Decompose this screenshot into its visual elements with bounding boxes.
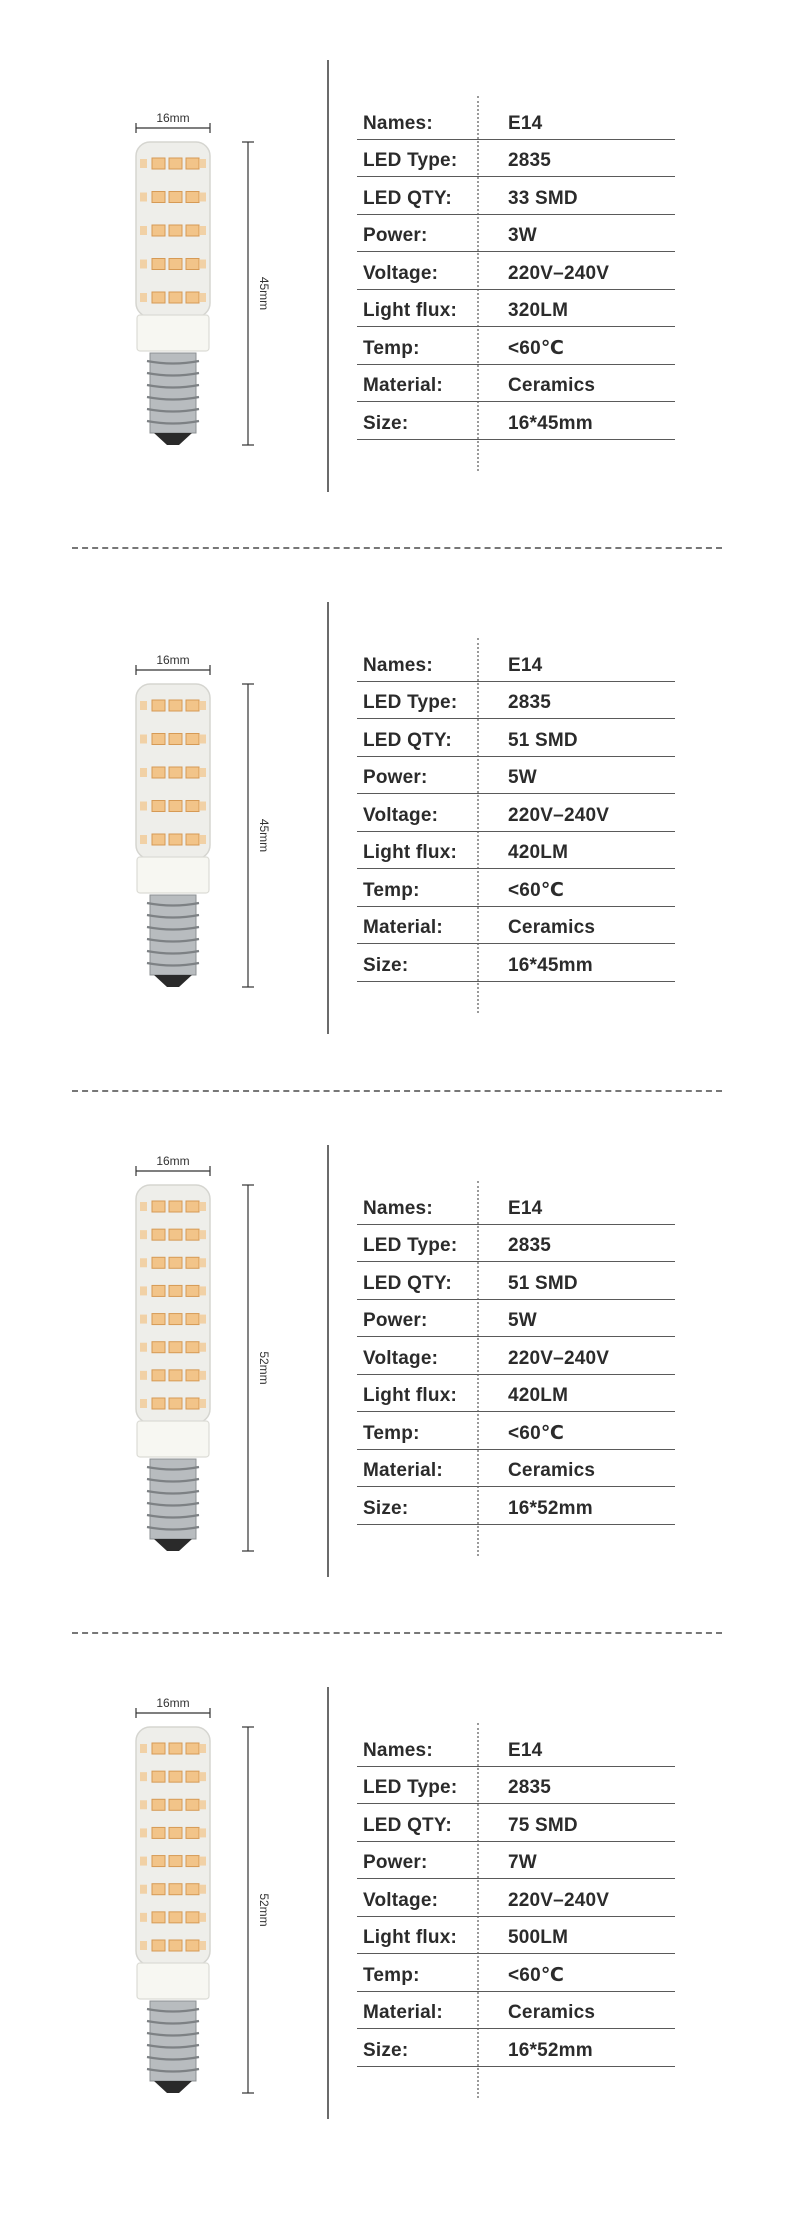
led-chip [186, 801, 199, 812]
led-chip [140, 1913, 147, 1922]
led-chip [199, 701, 206, 710]
led-chip [199, 1343, 206, 1352]
spec-row-material [357, 365, 675, 403]
led-chip [186, 734, 199, 745]
spec-value: 16*52mm [508, 1497, 593, 1519]
led-chip [152, 292, 165, 303]
spec-row-voltage [357, 1337, 675, 1375]
spec-value: 5W [508, 1310, 537, 1331]
product-section-3 [0, 1145, 800, 1687]
led-chip [169, 192, 182, 203]
led-chip [169, 700, 182, 711]
led-chip [199, 193, 206, 202]
spec-label: Size: [363, 1497, 409, 1519]
spec-value: Ceramics [508, 2002, 596, 2023]
led-chip [152, 801, 165, 812]
led-chip [140, 768, 147, 777]
spec-row-power [357, 215, 675, 253]
spec-label: Material: [363, 1460, 443, 1481]
led-chip [199, 1772, 206, 1781]
spec-label: Names: [363, 1197, 433, 1219]
height-dimension-label: 52mm [257, 1893, 271, 1927]
spec-label: Size: [363, 2039, 409, 2061]
led-chip [152, 1342, 165, 1353]
spec-label: Temp: [363, 1422, 420, 1444]
led-chip [140, 226, 147, 235]
led-chip [186, 1201, 199, 1212]
section-separator [72, 1632, 722, 1634]
led-chip [169, 1398, 182, 1409]
spec-label: Power: [363, 225, 428, 246]
spec-row-power [357, 757, 675, 795]
led-chip [169, 1743, 182, 1754]
led-chip [186, 1257, 199, 1268]
led-chip [186, 1370, 199, 1381]
led-chip [199, 226, 206, 235]
spec-label: Light flux: [363, 300, 458, 321]
spec-value: 420LM [508, 1385, 569, 1406]
led-chip [169, 292, 182, 303]
led-chip [169, 1856, 182, 1867]
led-chip [152, 1370, 165, 1381]
width-dimension-label: 16mm [156, 653, 190, 667]
led-chip [199, 293, 206, 302]
led-chip [186, 1229, 199, 1240]
led-chip [152, 1912, 165, 1923]
product-section-1 [0, 60, 800, 602]
spec-label: LED QTY: [363, 1272, 452, 1294]
spec-label: LED Type: [363, 1777, 458, 1798]
spec-row-size [357, 402, 675, 440]
ceramic-collar [137, 315, 209, 351]
led-chip [140, 193, 147, 202]
led-chip [186, 1827, 199, 1838]
led-chip [169, 1771, 182, 1782]
led-chip [199, 1941, 206, 1950]
led-chip [140, 1828, 147, 1837]
led-chip [140, 1343, 147, 1352]
spec-row-names [357, 102, 675, 140]
bulb-image-2 [100, 602, 280, 1052]
height-dimension-label: 52mm [257, 1351, 271, 1385]
spec-row-size [357, 1487, 675, 1525]
led-chip [199, 1230, 206, 1239]
led-chip [169, 1912, 182, 1923]
led-chip [140, 1857, 147, 1866]
spec-label: LED QTY: [363, 1814, 452, 1836]
spec-value: 220V–240V [508, 804, 610, 826]
spec-table [357, 644, 675, 982]
led-chip [152, 158, 165, 169]
led-chip [152, 834, 165, 845]
led-chip [186, 1884, 199, 1895]
width-dimension-label: 16mm [156, 1154, 190, 1168]
led-chip [140, 1885, 147, 1894]
led-chip [152, 1257, 165, 1268]
spec-value: E14 [508, 1197, 543, 1219]
led-chip [140, 1399, 147, 1408]
led-chip [152, 1201, 165, 1212]
spec-label: Voltage: [363, 804, 439, 826]
led-chip [152, 1229, 165, 1240]
product-section-4 [0, 1687, 800, 2229]
led-chip [152, 1856, 165, 1867]
spec-value: E14 [508, 654, 543, 676]
spec-row-led-type [357, 1767, 675, 1805]
spec-value: E14 [508, 1739, 543, 1761]
spec-row-led-type [357, 1225, 675, 1263]
height-dimension-label: 45mm [257, 818, 271, 853]
spec-value: 5W [508, 767, 537, 788]
spec-table [357, 1729, 675, 2067]
led-chip [169, 259, 182, 270]
led-chip [169, 1229, 182, 1240]
led-chip [186, 1856, 199, 1867]
led-chip [169, 767, 182, 778]
led-chip [152, 225, 165, 236]
spec-row-light-flux [357, 1917, 675, 1955]
led-chip [169, 1285, 182, 1296]
spec-row-led-qty [357, 1262, 675, 1300]
spec-row-size [357, 2029, 675, 2067]
vertical-divider [327, 1687, 329, 2119]
led-chip [199, 1885, 206, 1894]
spec-label: Material: [363, 2002, 443, 2023]
ceramic-collar [137, 857, 209, 893]
spec-label: Size: [363, 954, 409, 976]
led-chip [199, 1744, 206, 1753]
spec-row-material [357, 907, 675, 945]
led-chip [186, 1771, 199, 1782]
spec-value: 2835 [508, 150, 552, 171]
led-chip [169, 1827, 182, 1838]
led-chip [186, 1314, 199, 1325]
spec-value: Ceramics [508, 375, 596, 396]
spec-value: 220V–240V [508, 1889, 610, 1911]
led-chip [186, 1342, 199, 1353]
led-chip [199, 1857, 206, 1866]
spec-table [357, 102, 675, 440]
spec-label: Power: [363, 767, 428, 788]
ceramic-collar [137, 1963, 209, 1999]
spec-value: 33 SMD [508, 187, 578, 209]
led-chip [199, 735, 206, 744]
led-chip [140, 1315, 147, 1324]
spec-label: LED QTY: [363, 729, 452, 751]
bulb-image-1 [100, 60, 280, 510]
spec-value: <60℃ [508, 337, 565, 359]
base-tip [154, 1539, 192, 1551]
spec-value: 3W [508, 225, 537, 246]
led-chip [169, 1884, 182, 1895]
spec-value: 500LM [508, 1927, 569, 1948]
spec-row-size [357, 944, 675, 982]
spec-value: 2835 [508, 1235, 552, 1256]
led-chip [199, 1286, 206, 1295]
led-chip [199, 1371, 206, 1380]
width-dimension-label: 16mm [156, 1696, 190, 1710]
spec-row-names [357, 1729, 675, 1767]
threaded-base [150, 2001, 196, 2081]
spec-value: 320LM [508, 300, 569, 321]
spec-label: LED QTY: [363, 187, 452, 209]
bulb-body [136, 1727, 210, 1965]
led-chip [140, 1258, 147, 1267]
led-chip [169, 225, 182, 236]
led-chip [186, 834, 199, 845]
led-chip [186, 158, 199, 169]
led-chip [152, 767, 165, 778]
led-chip [152, 1799, 165, 1810]
spec-label: Light flux: [363, 1385, 458, 1406]
led-chip [152, 1398, 165, 1409]
spec-value: 220V–240V [508, 1347, 610, 1369]
spec-row-light-flux [357, 832, 675, 870]
spec-label: Names: [363, 1739, 433, 1761]
spec-row-names [357, 644, 675, 682]
spec-label: Names: [363, 654, 433, 676]
spec-row-material [357, 1450, 675, 1488]
bulb-drawing [136, 653, 271, 987]
spec-label: LED Type: [363, 1235, 458, 1256]
spec-row-temp [357, 327, 675, 365]
led-chip [152, 1285, 165, 1296]
led-chip [199, 1315, 206, 1324]
spec-label: Voltage: [363, 1889, 439, 1911]
led-chip [169, 1940, 182, 1951]
led-chip [152, 1884, 165, 1895]
led-chip [186, 292, 199, 303]
spec-value: 220V–240V [508, 262, 610, 284]
spec-label: Light flux: [363, 842, 458, 863]
led-chip [152, 734, 165, 745]
vertical-divider [327, 60, 329, 492]
led-chip [199, 835, 206, 844]
spec-row-led-type [357, 682, 675, 720]
led-chip [152, 1771, 165, 1782]
led-chip [169, 1201, 182, 1212]
spec-row-voltage [357, 252, 675, 290]
spec-label: Material: [363, 375, 443, 396]
led-chip [152, 1314, 165, 1325]
led-chip [186, 700, 199, 711]
spec-row-led-qty [357, 719, 675, 757]
spec-row-material [357, 1992, 675, 2030]
led-chip [140, 1941, 147, 1950]
spec-row-voltage [357, 1879, 675, 1917]
bulb-drawing [136, 111, 271, 445]
spec-row-temp [357, 1954, 675, 1992]
vertical-divider [327, 602, 329, 1034]
spec-value: <60℃ [508, 879, 565, 901]
led-chip [186, 767, 199, 778]
spec-value: 2835 [508, 1777, 552, 1798]
led-chip [199, 802, 206, 811]
bulb-image-4 [100, 1687, 280, 2137]
bulb-drawing [136, 1154, 271, 1551]
base-tip [154, 975, 192, 987]
spec-value: Ceramics [508, 1460, 596, 1481]
spec-value: 51 SMD [508, 1272, 578, 1294]
spec-label: Voltage: [363, 1347, 439, 1369]
threaded-base [150, 1459, 196, 1539]
width-dimension-label: 16mm [156, 111, 190, 125]
spec-row-led-qty [357, 1804, 675, 1842]
spec-label: LED Type: [363, 150, 458, 171]
led-chip [169, 801, 182, 812]
spec-label: Temp: [363, 337, 420, 359]
section-separator [72, 547, 722, 549]
led-chip [199, 159, 206, 168]
led-chip [152, 1940, 165, 1951]
spec-label: Power: [363, 1852, 428, 1873]
base-tip [154, 433, 192, 445]
led-chip [169, 734, 182, 745]
led-chip [169, 1799, 182, 1810]
led-chip [186, 1912, 199, 1923]
led-chip [186, 259, 199, 270]
led-chip [169, 1370, 182, 1381]
led-chip [152, 700, 165, 711]
spec-value: <60℃ [508, 1422, 565, 1444]
base-tip [154, 2081, 192, 2093]
led-chip [140, 1286, 147, 1295]
spec-row-voltage [357, 794, 675, 832]
bulb-body [136, 1185, 210, 1423]
spec-row-power [357, 1300, 675, 1338]
spec-value: 7W [508, 1852, 537, 1873]
bulb-drawing [136, 1696, 271, 2093]
height-dimension-label: 45mm [257, 276, 271, 311]
led-chip [199, 1258, 206, 1267]
led-chip [140, 1230, 147, 1239]
spec-row-power [357, 1842, 675, 1880]
bulb-image-3 [100, 1145, 280, 1595]
led-chip [140, 159, 147, 168]
spec-label: Names: [363, 112, 433, 134]
spec-value: <60℃ [508, 1964, 565, 1986]
threaded-base [150, 353, 196, 433]
spec-row-led-type [357, 140, 675, 178]
led-chip [152, 1827, 165, 1838]
led-chip [140, 260, 147, 269]
led-chip [140, 701, 147, 710]
spec-value: 16*45mm [508, 412, 593, 434]
led-chip [199, 768, 206, 777]
led-chip [199, 1800, 206, 1809]
led-chip [169, 834, 182, 845]
led-chip [140, 1772, 147, 1781]
spec-value: 16*45mm [508, 954, 593, 976]
led-chip [152, 259, 165, 270]
led-chip [169, 1257, 182, 1268]
led-chip [186, 1799, 199, 1810]
spec-table [357, 1187, 675, 1525]
led-chip [140, 802, 147, 811]
led-chip [140, 1800, 147, 1809]
led-chip [169, 158, 182, 169]
spec-row-temp [357, 1412, 675, 1450]
spec-value: 2835 [508, 692, 552, 713]
led-chip [186, 192, 199, 203]
spec-row-led-qty [357, 177, 675, 215]
led-chip [199, 1202, 206, 1211]
section-separator [72, 1090, 722, 1092]
spec-label: LED Type: [363, 692, 458, 713]
led-chip [199, 1913, 206, 1922]
led-chip [169, 1342, 182, 1353]
spec-row-light-flux [357, 290, 675, 328]
led-chip [169, 1314, 182, 1325]
led-chip [186, 1940, 199, 1951]
spec-label: Power: [363, 1310, 428, 1331]
product-section-2 [0, 602, 800, 1144]
led-chip [140, 1202, 147, 1211]
spec-label: Temp: [363, 879, 420, 901]
threaded-base [150, 895, 196, 975]
spec-value: Ceramics [508, 917, 596, 938]
spec-value: E14 [508, 112, 543, 134]
led-chip [199, 1399, 206, 1408]
led-chip [140, 1371, 147, 1380]
spec-value: 51 SMD [508, 729, 578, 751]
ceramic-collar [137, 1421, 209, 1457]
led-chip [199, 1828, 206, 1837]
led-chip [186, 1398, 199, 1409]
vertical-divider [327, 1145, 329, 1577]
led-chip [152, 192, 165, 203]
spec-label: Temp: [363, 1964, 420, 1986]
spec-label: Size: [363, 412, 409, 434]
led-chip [140, 1744, 147, 1753]
led-chip [186, 1285, 199, 1296]
spec-value: 420LM [508, 842, 569, 863]
spec-value: 75 SMD [508, 1814, 578, 1836]
led-chip [186, 1743, 199, 1754]
led-chip [152, 1743, 165, 1754]
spec-label: Light flux: [363, 1927, 458, 1948]
led-chip [140, 293, 147, 302]
spec-row-names [357, 1187, 675, 1225]
spec-label: Material: [363, 917, 443, 938]
spec-value: 16*52mm [508, 2039, 593, 2061]
spec-row-temp [357, 869, 675, 907]
spec-row-light-flux [357, 1375, 675, 1413]
led-chip [140, 835, 147, 844]
spec-label: Voltage: [363, 262, 439, 284]
led-chip [140, 735, 147, 744]
led-chip [199, 260, 206, 269]
led-chip [186, 225, 199, 236]
